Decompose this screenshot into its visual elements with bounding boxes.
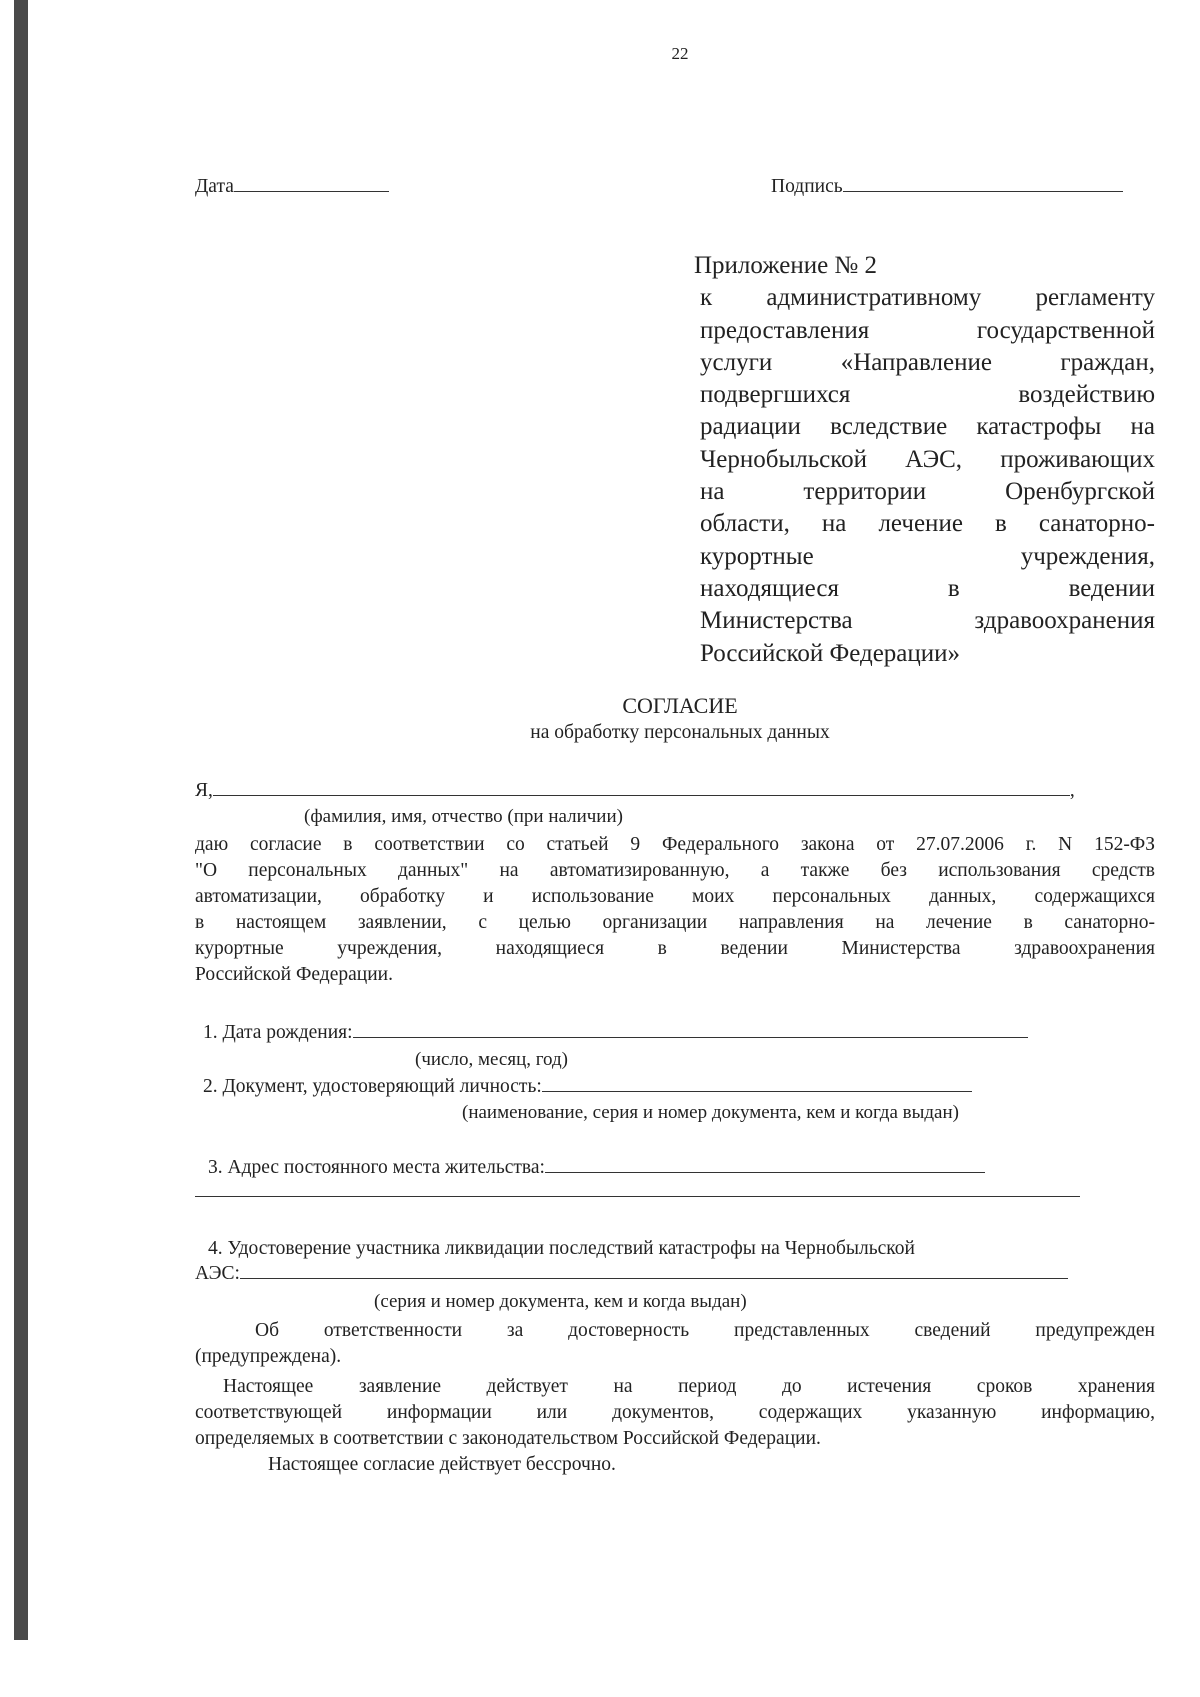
signature-line[interactable] xyxy=(843,191,1123,192)
birth-date-line[interactable] xyxy=(353,1037,1028,1038)
responsibility-line: Об ответственности за достоверность представленных сведений предупрежден xyxy=(255,1320,1155,1341)
annex-line: услуги «Направление граждан, xyxy=(700,348,1155,376)
i-label: Я, xyxy=(195,780,213,801)
annex-line: Чернобыльской АЭС, проживающих xyxy=(700,445,1155,473)
certificate-hint: (серия и номер документа, кем и когда выдан) xyxy=(374,1291,747,1312)
certificate-label-line2: АЭС: xyxy=(195,1263,240,1284)
date-line[interactable] xyxy=(234,191,389,192)
address-line-2[interactable] xyxy=(195,1196,1080,1197)
id-document-field xyxy=(203,1076,972,1098)
annex-block xyxy=(694,250,1155,670)
annex-line: находящиеся в ведении xyxy=(700,574,1155,602)
certificate-field xyxy=(195,1263,1068,1285)
intro-line: "О персональных данных" на автоматизированную, а также без использования средств xyxy=(195,860,1155,881)
annex-line: подвергшихся воздействию xyxy=(700,381,1155,409)
id-document-label: 2. Документ, удостоверяющий личность: xyxy=(203,1076,542,1097)
responsibility-paragraph xyxy=(195,1318,1155,1370)
address-field xyxy=(208,1157,985,1179)
annex-line: Российской Федерации» xyxy=(700,639,961,667)
consent-title: СОГЛАСИЕ xyxy=(622,693,738,718)
name-line[interactable] xyxy=(213,795,1070,796)
responsibility-line: (предупреждена). xyxy=(195,1346,342,1367)
address-line[interactable] xyxy=(545,1172,985,1173)
date-label: Дата xyxy=(195,176,234,197)
name-field: Я, , xyxy=(195,780,1075,801)
name-hint: (фамилия, имя, отчество (при наличии) xyxy=(304,806,623,827)
consent-intro xyxy=(195,832,1155,988)
id-document-hint: (наименование, серия и номер документа, кем и когда выдан) xyxy=(462,1102,959,1123)
signature-field xyxy=(771,176,1123,198)
scan-edge xyxy=(14,0,28,1640)
annex-line: радиации вследствие катастрофы на xyxy=(700,413,1155,441)
validity-line: соответствующей информации или документов, содержащих указанную информацию, xyxy=(195,1402,1155,1423)
birth-date-hint: (число, месяц, год) xyxy=(415,1049,569,1070)
annex-line: предоставления государственной xyxy=(700,316,1155,344)
address-label: 3. Адрес постоянного места жительства: xyxy=(208,1157,545,1178)
page-number: 22 xyxy=(671,44,689,63)
certificate-label-line1: 4. Удостоверение участника ликвидации последствий катастрофы на Чернобыльской xyxy=(208,1238,915,1259)
intro-line: курортные учреждения, находящиеся в ведении Министерства здравоохранения xyxy=(195,938,1155,959)
date-field xyxy=(195,176,389,198)
annex-line: на территории Оренбургской xyxy=(700,478,1155,506)
annex-line: области, на лечение в санаторно- xyxy=(700,510,1155,538)
annex-title: Приложение № 2 xyxy=(694,252,878,279)
annex-line: Министерства здравоохранения xyxy=(700,607,1155,635)
validity-line: Настоящее заявление действует на период до истечения сроков хранения xyxy=(223,1376,1155,1397)
id-document-line[interactable] xyxy=(542,1091,972,1092)
certificate-line[interactable] xyxy=(240,1278,1068,1279)
perpetual-clause: Настоящее согласие действует бессрочно. xyxy=(268,1454,616,1475)
signature-label: Подпись xyxy=(771,176,843,197)
intro-line: автоматизации, обработку и использование моих персональных данных, содержащихся xyxy=(195,886,1155,907)
birth-date-field xyxy=(203,1022,1028,1044)
validity-line: определяемых в соответствии с законодательством Российской Федерации. xyxy=(195,1428,821,1449)
validity-paragraph xyxy=(195,1374,1155,1452)
intro-line: в настоящем заявлении, с целью организации направления на лечение в санаторно- xyxy=(195,912,1155,933)
annex-line: к административному регламенту xyxy=(700,284,1155,312)
intro-line: даю согласие в соответствии со статьей 9 Федерального закона от 27.07.2006 г. N 152-ФЗ xyxy=(195,834,1155,855)
intro-line: Российской Федерации. xyxy=(195,964,393,985)
birth-date-label: 1. Дата рождения: xyxy=(203,1022,353,1043)
consent-subtitle: на обработку персональных данных xyxy=(530,722,830,743)
annex-line: курортные учреждения, xyxy=(700,542,1155,570)
